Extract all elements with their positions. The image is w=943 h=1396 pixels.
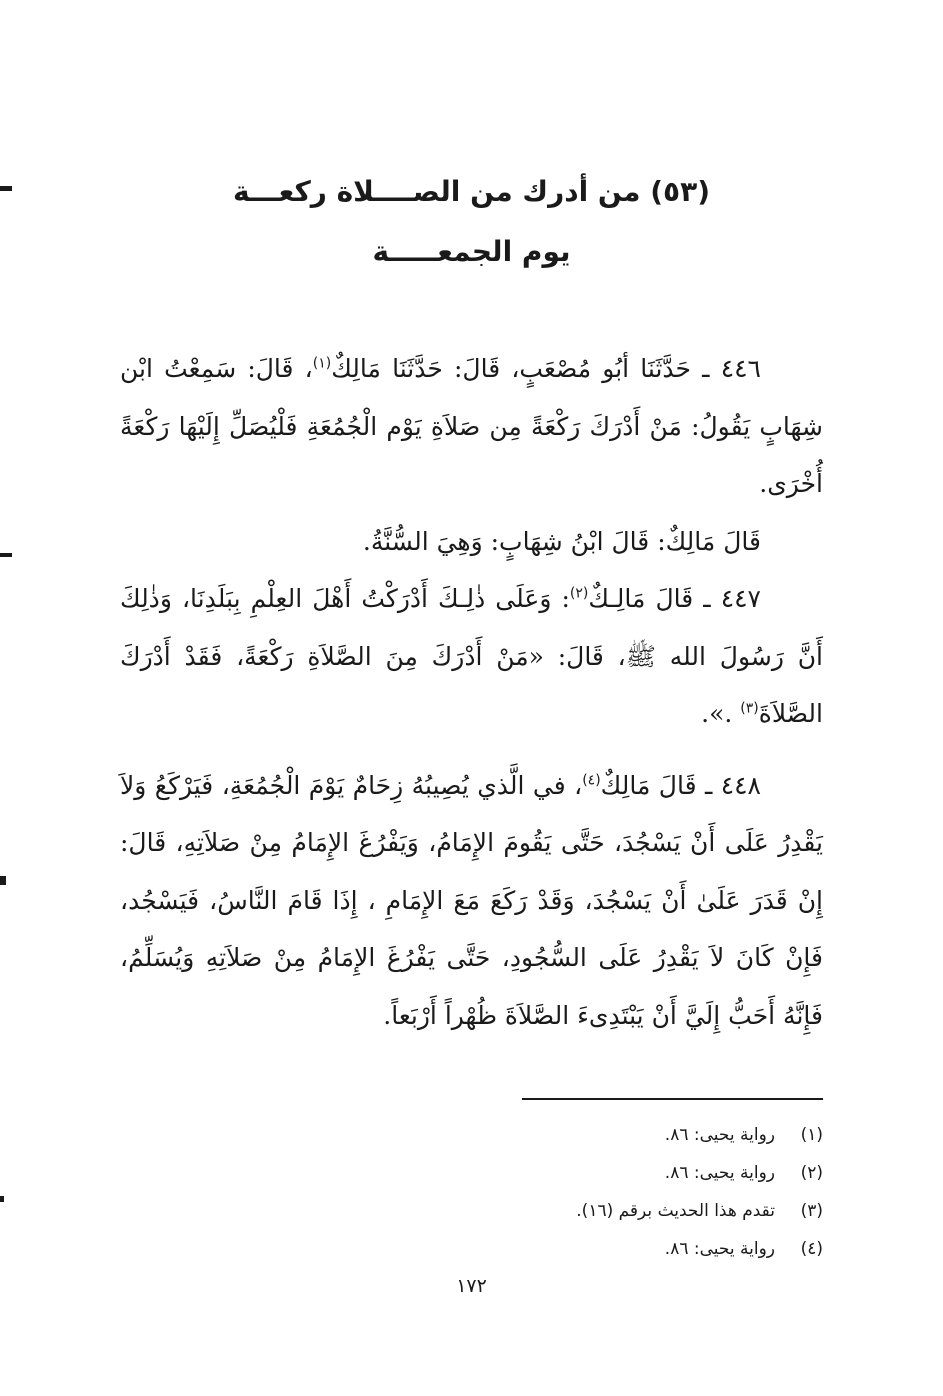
hadith-paragraph [120, 570, 823, 743]
footnote-reference: (٢) [569, 585, 589, 602]
hadith-number: ٤٤٧ [720, 584, 761, 613]
chapter-title: (٥٣) من أدرك من الصــــلاة ركعـــة [232, 175, 710, 208]
hadith-text-block [120, 340, 823, 1044]
footnote-reference: (٤) [582, 772, 601, 789]
paragraph-text: ، في الَّذي يُصِيبُهُ زِحَامٌ يَوْمَ الْجُمُعَةِ، فَيَرْكَعُ وَلاَ يَقْدِرُ عَلَى أَنْ يَسْجُدَ، حَتَّى يَقُومَ الإِمَامُ، وَيَفْرُغَ الإِمَامُ مِنْ صَلاَتِهِ، قَالَ: إِنْ قَدَرَ عَلَىٰ أَنْ يَسْجُدَ، وَقَدْ رَكَعَ مَعَ الإِمَامِ ، إِذَا قَامَ النَّاسُ، فَيَسْجُد، فَإِنْ كَانَ لاَ يَقْدِرُ عَلَى السُّجُودِ، حَتَّى يَفْرُغَ الإِمَامُ مِنْ صَلاَتِهِ وَيُسَلِّمُ، فَإِنَّهُ أَحَبُّ إِلَيَّ أَنْ يَبْتَدِىءَ الصَّلاَةَ ظُهْراً أَرْبَعاً. [120, 770, 823, 1030]
hadith-paragraph [120, 757, 823, 1045]
footnote-item [320, 1154, 823, 1192]
footnote-number: (١) [800, 1125, 823, 1145]
footnote-text: رواية يحيى: ٨٦. [664, 1125, 775, 1145]
footnote-item [320, 1116, 823, 1154]
paragraph-text: : وَعَلَى ذٰلِـكَ أَدْرَكْتُ أَهْلَ العِلْمِ بِبَلَدِنَا، وَذٰلِكَ أَنَّ رَسُولَ الله ﷺ، قَالَ: «مَنْ أَدْرَكَ مِنَ الصَّلاَةِ رَكْعَةً، فَقَدْ أَدْرَكَ الصَّلاَةَ [120, 584, 823, 728]
paragraph-text: .». [701, 699, 741, 728]
footnote-number: (٤) [800, 1239, 823, 1259]
footnote-text: رواية يحيى: ٨٦. [664, 1239, 775, 1259]
scan-edge-mark [0, 876, 6, 885]
paragraph-text: ـ قَالَ مَالِـكٌ [588, 584, 721, 613]
page-number: ١٧٢ [456, 1275, 487, 1297]
footnote-separator [522, 1098, 823, 1100]
footnote-number: (٢) [800, 1163, 823, 1183]
hadith-number: ٤٤٨ [720, 770, 761, 800]
footnote-text: رواية يحيى: ٨٦. [664, 1163, 775, 1183]
scan-edge-mark [0, 186, 12, 191]
hadith-paragraph [120, 513, 823, 571]
paragraph-text: ـ قَالَ مَالِكٌ [600, 770, 721, 800]
paragraph-text: ، قَالَ: سَمِعْتُ ابْن شِهَابٍ يَقُولُ: مَنْ أَدْرَكَ رَكْعَةً مِن صَلاَةِ يَوْم الْجُمُعَةِ فَلْيُصَلِّ إِلَيْهَا رَكْعَةً أُخْرَى. [120, 354, 823, 498]
footnote-item [320, 1230, 823, 1268]
chapter-subtitle: يوم الجمعـــــة [372, 235, 571, 268]
footnote-list [320, 1116, 823, 1268]
footnote-text: تقدم هذا الحديث برقم (١٦). [576, 1201, 775, 1221]
paragraph-text: قَالَ مَالِكٌ: قَالَ ابْنُ شِهَابٍ: وَهِيَ السُّنَّةُ. [362, 526, 761, 556]
hadith-paragraph [120, 340, 823, 513]
footnote-reference: (٣) [740, 700, 759, 717]
scan-edge-mark [0, 1196, 4, 1202]
scan-edge-mark [0, 553, 12, 557]
hadith-number: ٤٤٦ [720, 354, 761, 383]
footnote-item [320, 1192, 823, 1230]
footnote-reference: (١) [312, 355, 332, 372]
footnote-number: (٣) [800, 1201, 823, 1221]
paragraph-text: ـ حَدَّثَنَا أبُو مُصْعَبٍ، قَالَ: حَدَّثَنَا مَالِكٌ [331, 354, 721, 383]
